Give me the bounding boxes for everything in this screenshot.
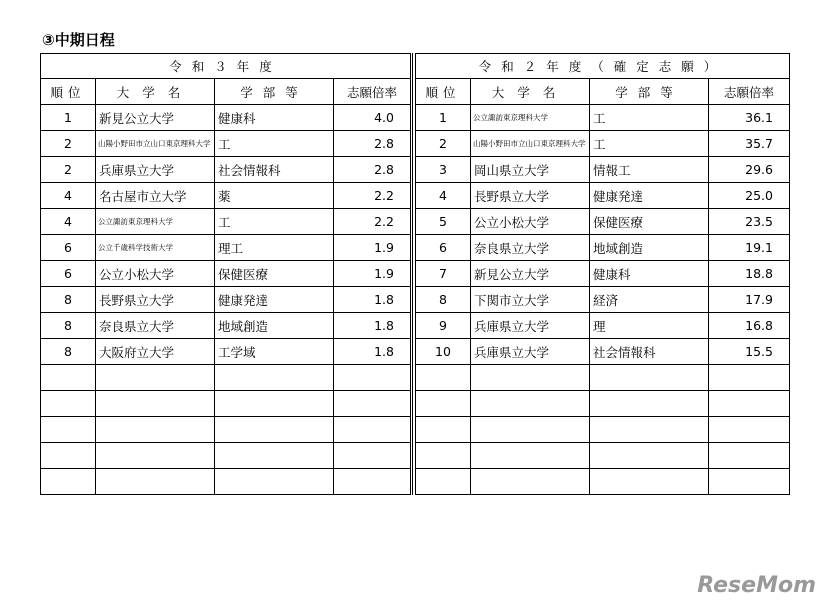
rank-cell: 6: [416, 235, 471, 261]
ratio-cell: 4.0: [334, 105, 412, 131]
department-cell: 社会情報科: [215, 157, 334, 183]
rank-cell: 8: [41, 339, 96, 365]
empty-cell: [334, 469, 412, 495]
empty-row: [416, 365, 790, 391]
department-cell: 理工: [215, 235, 334, 261]
empty-cell: [41, 469, 96, 495]
section-heading: ③中期日程: [42, 31, 115, 49]
col-university: 大学名: [471, 79, 590, 105]
empty-cell: [709, 443, 790, 469]
university-cell: 大阪府立大学: [96, 339, 215, 365]
empty-cell: [334, 365, 412, 391]
empty-cell: [215, 417, 334, 443]
ratio-cell: 18.8: [709, 261, 790, 287]
empty-cell: [416, 391, 471, 417]
university-cell: 長野県立大学: [96, 287, 215, 313]
table-row: [416, 183, 790, 209]
year-header: 令和３年度: [41, 54, 412, 79]
rank-cell: 8: [416, 287, 471, 313]
rank-cell: 7: [416, 261, 471, 287]
empty-cell: [471, 365, 590, 391]
empty-cell: [334, 391, 412, 417]
department-cell: 社会情報科: [590, 339, 709, 365]
table-row: [41, 261, 412, 287]
department-cell: 保健医療: [590, 209, 709, 235]
university-cell: 新見公立大学: [96, 105, 215, 131]
rank-cell: 8: [41, 287, 96, 313]
empty-row: [41, 443, 412, 469]
department-cell: 健康発達: [590, 183, 709, 209]
department-cell: 健康科: [590, 261, 709, 287]
ratio-cell: 15.5: [709, 339, 790, 365]
table-reiwa2: [415, 53, 790, 495]
department-cell: 工: [215, 209, 334, 235]
empty-row: [416, 417, 790, 443]
rank-cell: 9: [416, 313, 471, 339]
empty-cell: [96, 469, 215, 495]
ratio-cell: 2.2: [334, 183, 412, 209]
university-cell: 長野県立大学: [471, 183, 590, 209]
department-cell: 地域創造: [215, 313, 334, 339]
rank-cell: 2: [41, 131, 96, 157]
col-rank: 順位: [416, 79, 471, 105]
university-cell: 公立諏訪東京理科大学: [96, 209, 215, 235]
table-row: [416, 339, 790, 365]
empty-cell: [709, 469, 790, 495]
table-row: [41, 105, 412, 131]
empty-row: [41, 469, 412, 495]
empty-row: [416, 443, 790, 469]
university-cell: 公立小松大学: [96, 261, 215, 287]
ratio-cell: 1.8: [334, 313, 412, 339]
ratio-cell: 23.5: [709, 209, 790, 235]
department-cell: 保健医療: [215, 261, 334, 287]
table-row: [416, 313, 790, 339]
department-cell: 理: [590, 313, 709, 339]
table-reiwa3: [40, 53, 413, 495]
ratio-cell: 29.6: [709, 157, 790, 183]
university-cell: 公立諏訪東京理科大学: [471, 105, 590, 131]
rank-cell: 10: [416, 339, 471, 365]
rank-cell: 2: [41, 157, 96, 183]
empty-cell: [41, 391, 96, 417]
department-cell: 工: [590, 105, 709, 131]
empty-cell: [215, 391, 334, 417]
empty-row: [416, 391, 790, 417]
table-row: [41, 339, 412, 365]
table-row: [416, 235, 790, 261]
empty-cell: [590, 417, 709, 443]
department-cell: 健康科: [215, 105, 334, 131]
empty-cell: [590, 365, 709, 391]
col-ratio: 志願倍率: [709, 79, 790, 105]
empty-cell: [471, 391, 590, 417]
department-cell: 薬: [215, 183, 334, 209]
table-row: [41, 235, 412, 261]
ratio-cell: 1.8: [334, 287, 412, 313]
table-row: [41, 131, 412, 157]
table-row: [41, 287, 412, 313]
ratio-cell: 19.1: [709, 235, 790, 261]
university-cell: 奈良県立大学: [96, 313, 215, 339]
university-cell: 新見公立大学: [471, 261, 590, 287]
table-row: [416, 131, 790, 157]
table-row: [416, 287, 790, 313]
empty-cell: [416, 365, 471, 391]
department-cell: 情報工: [590, 157, 709, 183]
department-cell: 地域創造: [590, 235, 709, 261]
rank-cell: 4: [41, 209, 96, 235]
university-cell: 兵庫県立大学: [471, 339, 590, 365]
empty-cell: [96, 417, 215, 443]
department-cell: 工学域: [215, 339, 334, 365]
table-row: [41, 157, 412, 183]
department-cell: 健康発達: [215, 287, 334, 313]
empty-cell: [215, 469, 334, 495]
rank-cell: 6: [41, 235, 96, 261]
university-cell: 公立千歳科学技術大学: [96, 235, 215, 261]
rank-cell: 6: [41, 261, 96, 287]
empty-cell: [416, 469, 471, 495]
empty-row: [41, 417, 412, 443]
university-cell: 兵庫県立大学: [96, 157, 215, 183]
resemom-logo: ReseMom: [697, 573, 816, 598]
ratio-cell: 1.9: [334, 261, 412, 287]
table-row: [41, 313, 412, 339]
university-cell: 奈良県立大学: [471, 235, 590, 261]
empty-cell: [334, 417, 412, 443]
rank-cell: 4: [41, 183, 96, 209]
empty-cell: [590, 443, 709, 469]
col-university: 大学名: [96, 79, 215, 105]
empty-cell: [96, 391, 215, 417]
table-row: [416, 209, 790, 235]
empty-cell: [215, 443, 334, 469]
department-cell: 工: [590, 131, 709, 157]
ratio-cell: 25.0: [709, 183, 790, 209]
ratio-cell: 17.9: [709, 287, 790, 313]
university-cell: 山陽小野田市立山口東京理科大学: [96, 131, 215, 157]
table-row: [41, 209, 412, 235]
empty-row: [41, 365, 412, 391]
rank-cell: 3: [416, 157, 471, 183]
empty-cell: [416, 443, 471, 469]
col-rank: 順位: [41, 79, 96, 105]
empty-cell: [416, 417, 471, 443]
empty-cell: [96, 365, 215, 391]
rank-cell: 1: [416, 105, 471, 131]
empty-cell: [590, 391, 709, 417]
empty-cell: [41, 417, 96, 443]
department-cell: 工: [215, 131, 334, 157]
empty-cell: [471, 417, 590, 443]
rank-cell: 2: [416, 131, 471, 157]
table-row: [416, 157, 790, 183]
empty-cell: [471, 443, 590, 469]
empty-row: [41, 391, 412, 417]
col-ratio: 志願倍率: [334, 79, 412, 105]
university-cell: 下関市立大学: [471, 287, 590, 313]
table-row: [41, 183, 412, 209]
empty-cell: [215, 365, 334, 391]
empty-row: [416, 469, 790, 495]
university-cell: 名古屋市立大学: [96, 183, 215, 209]
empty-cell: [709, 417, 790, 443]
university-cell: 兵庫県立大学: [471, 313, 590, 339]
empty-cell: [41, 443, 96, 469]
empty-cell: [590, 469, 709, 495]
table-row: [416, 105, 790, 131]
empty-cell: [334, 443, 412, 469]
table-row: [416, 261, 790, 287]
empty-cell: [41, 365, 96, 391]
university-cell: 公立小松大学: [471, 209, 590, 235]
empty-cell: [96, 443, 215, 469]
ratio-cell: 1.8: [334, 339, 412, 365]
rank-cell: 1: [41, 105, 96, 131]
ratio-cell: 35.7: [709, 131, 790, 157]
empty-cell: [709, 365, 790, 391]
ratio-cell: 36.1: [709, 105, 790, 131]
ratio-cell: 1.9: [334, 235, 412, 261]
university-cell: 岡山県立大学: [471, 157, 590, 183]
rank-cell: 8: [41, 313, 96, 339]
col-department: 学部等: [215, 79, 334, 105]
ratio-cell: 16.8: [709, 313, 790, 339]
university-cell: 山陽小野田市立山口東京理科大学: [471, 131, 590, 157]
ratio-cell: 2.8: [334, 157, 412, 183]
year-header: 令和２年度（確定志願）: [416, 54, 790, 79]
empty-cell: [471, 469, 590, 495]
department-cell: 経済: [590, 287, 709, 313]
rank-cell: 4: [416, 183, 471, 209]
empty-cell: [709, 391, 790, 417]
ratio-cell: 2.8: [334, 131, 412, 157]
ratio-cell: 2.2: [334, 209, 412, 235]
col-department: 学部等: [590, 79, 709, 105]
rank-cell: 5: [416, 209, 471, 235]
